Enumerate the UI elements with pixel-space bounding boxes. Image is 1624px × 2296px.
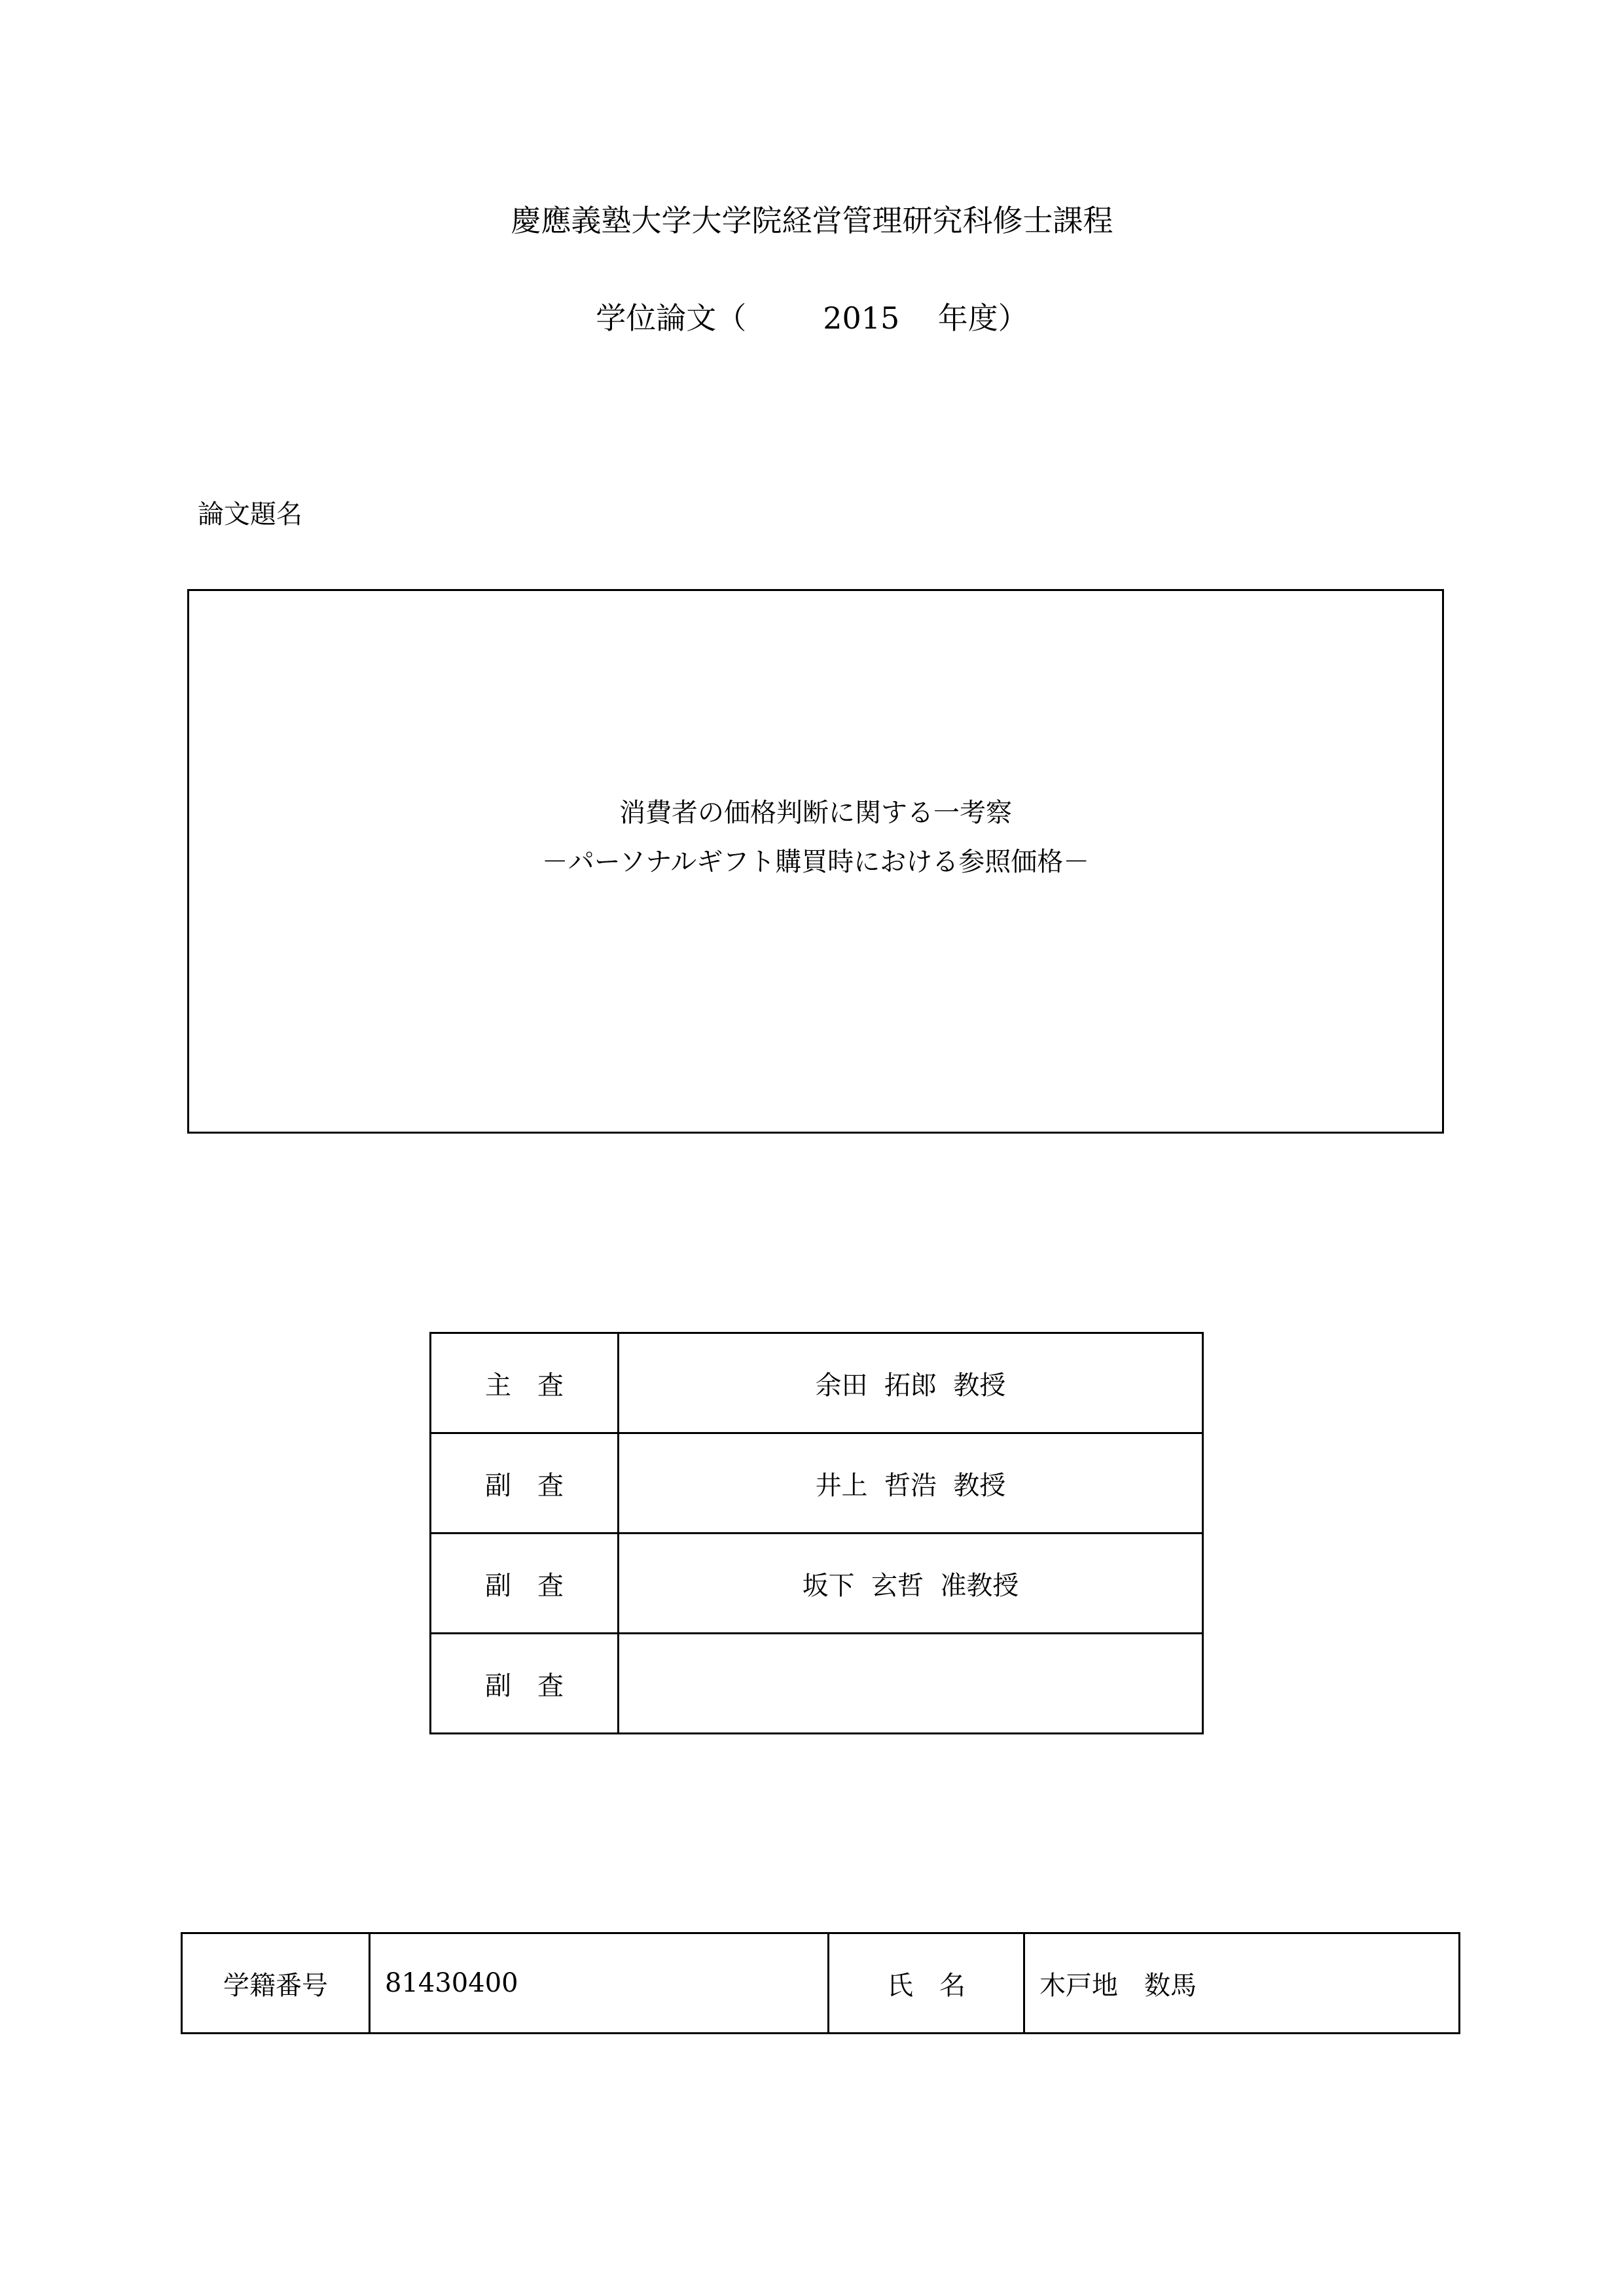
thesis-title-label: 論文題名 — [198, 499, 302, 529]
examiner-name: 坂下 玄哲 准教授 — [619, 1534, 1203, 1634]
examiner-role: 副 査 — [431, 1634, 619, 1734]
examiner-name: 余田 拓郎 教授 — [619, 1333, 1203, 1433]
student-name-label: 氏 名 — [829, 1933, 1024, 2034]
examiner-row-sub-1 — [431, 1433, 1203, 1534]
student-name-value: 木戸地 数馬 — [1024, 1933, 1460, 2034]
examiner-role: 副 査 — [431, 1534, 619, 1634]
degree-line-suffix: 年度） — [937, 300, 1028, 336]
institution-heading: 慶應義塾大学大学院経営管理研究科修士課程 — [511, 203, 1113, 238]
examiner-name — [619, 1634, 1203, 1734]
degree-line-prefix: 学位論文（ — [596, 300, 747, 336]
examiner-row-chief — [431, 1333, 1203, 1433]
student-id-value: 81430400 — [370, 1933, 829, 2034]
examiners-table — [429, 1332, 1204, 1734]
thesis-title-box — [187, 589, 1444, 1134]
examiner-row-sub-2 — [431, 1534, 1203, 1634]
student-info-row — [182, 1933, 1460, 2034]
thesis-subtitle: －パーソナルギフト購買時における参照価格－ — [541, 847, 1090, 877]
examiner-row-sub-3 — [431, 1634, 1203, 1734]
degree-year-gap-2 — [899, 300, 938, 336]
degree-year-heading — [0, 298, 1624, 338]
examiner-role: 副 査 — [431, 1433, 619, 1534]
thesis-title: 消費者の価格判断に関する一考察 — [619, 798, 1012, 828]
examiner-role: 主 査 — [431, 1333, 619, 1433]
student-id-label: 学籍番号 — [182, 1933, 370, 2034]
examiner-name: 井上 哲浩 教授 — [619, 1433, 1203, 1534]
degree-year-gap — [746, 300, 823, 336]
student-info-table — [181, 1932, 1460, 2034]
degree-year: 2015 — [823, 300, 900, 336]
